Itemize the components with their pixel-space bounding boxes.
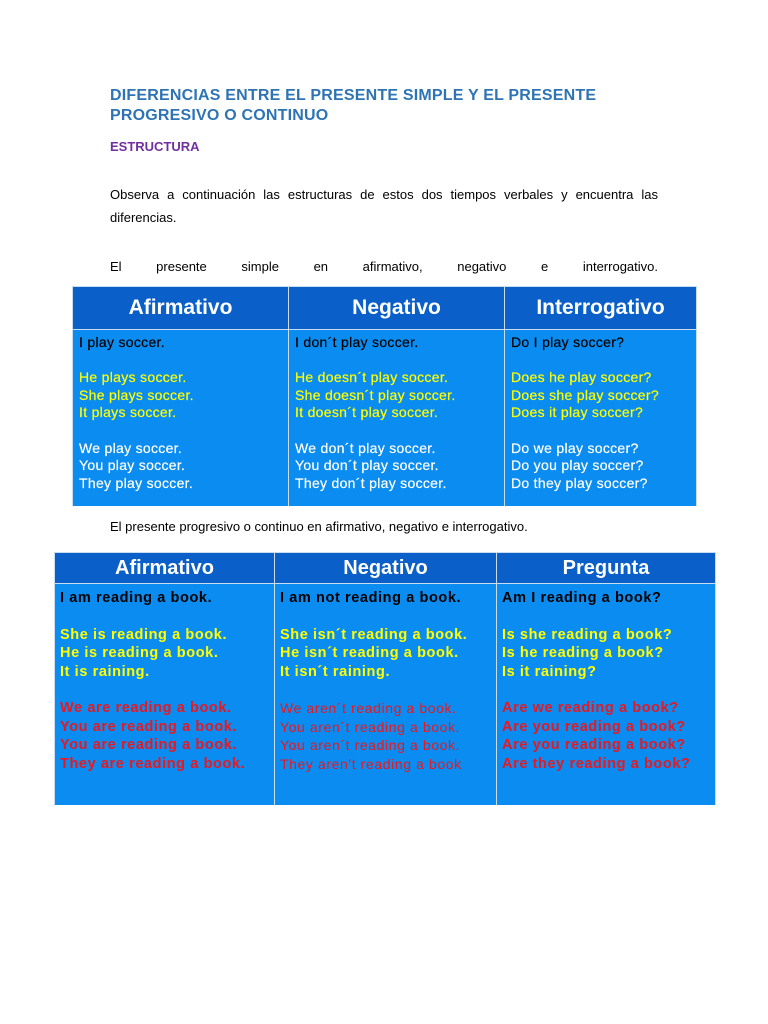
question-cell — [497, 584, 716, 806]
sentence: Does he play soccer? — [511, 369, 652, 386]
sentence: I play soccer. — [79, 334, 165, 350]
sentence: Is he reading a book? — [502, 645, 664, 662]
sentence: It plays soccer. — [79, 404, 177, 421]
page-title: DIFERENCIAS ENTRE EL PRESENTE SIMPLE Y EL PRESENTE PROGRESIVO O CONTINUO — [110, 87, 597, 124]
column-header-interrogative: Interrogativo — [505, 287, 697, 330]
column-header-negative: Negativo — [289, 287, 505, 330]
sentence: We play soccer. — [79, 439, 183, 456]
column-header-affirmative: Afirmativo — [55, 553, 275, 584]
sentence: You don´t play soccer. — [295, 457, 439, 474]
sentence: Are you reading a book? — [502, 718, 686, 735]
simple-table-caption: El presente simple en afirmativo, negativo e interrogativo. — [110, 259, 658, 274]
sentence: She is reading a book. — [60, 626, 228, 643]
sentence: Do you play soccer? — [511, 457, 644, 474]
sentence: Do I play soccer? — [511, 334, 625, 350]
sentence: It is raining. — [60, 663, 150, 680]
sentence: You aren´t reading a book. — [280, 718, 461, 735]
progressive-table-caption: El presente progresivo o continuo en afirmativo, negativo e interrogativo. — [110, 519, 528, 534]
sentence: You are reading a book. — [60, 737, 238, 754]
interrogative-cell — [505, 330, 697, 507]
sentence: Is it raining? — [502, 663, 597, 680]
sentence: It doesn´t play soccer. — [295, 404, 439, 421]
negative-cell — [275, 584, 497, 806]
sentence: We are reading a book. — [60, 700, 232, 717]
sentence: She isn´t reading a book. — [280, 626, 468, 643]
column-header-negative: Negativo — [275, 553, 497, 584]
sentence: They are reading a book. — [60, 755, 246, 772]
present-simple-table — [72, 286, 697, 506]
intro-paragraph: Observa a continuación las estructuras de estos dos tiempos verbales y encuentra las diferencias. — [110, 187, 658, 225]
sentence: You are reading a book. — [60, 718, 238, 735]
affirmative-cell — [55, 584, 275, 806]
sentence: I am reading a book. — [60, 590, 213, 606]
sentence: It isn´t raining. — [280, 663, 391, 680]
sentence: Are you reading a book? — [502, 737, 686, 754]
negative-cell — [289, 330, 505, 507]
sentence: They aren't reading a book — [280, 755, 462, 772]
present-progressive-table — [54, 552, 716, 805]
sentence: We aren´t reading a book. — [280, 700, 457, 717]
sentence: I am not reading a book. — [280, 590, 462, 606]
sentence: Does she play soccer? — [511, 386, 659, 403]
column-header-question: Pregunta — [497, 553, 716, 584]
sentence: He is reading a book. — [60, 645, 219, 662]
sentence: Do we play soccer? — [511, 439, 639, 456]
sentence: Is she reading a book? — [502, 626, 673, 643]
affirmative-cell — [73, 330, 289, 507]
sentence: You play soccer. — [79, 457, 186, 474]
sentence: Does it play soccer? — [511, 404, 644, 421]
sentence: He doesn´t play soccer. — [295, 369, 449, 386]
sentence: Are we reading a book? — [502, 700, 679, 717]
sentence: Do they play soccer? — [511, 474, 648, 491]
sentence: He plays soccer. — [79, 369, 187, 386]
sentence: Are they reading a book? — [502, 755, 691, 772]
sentence: She plays soccer. — [79, 386, 194, 403]
sentence: I don´t play soccer. — [295, 334, 419, 350]
sentence: They play soccer. — [79, 474, 194, 491]
sentence: You aren´t reading a book. — [280, 737, 461, 754]
sentence: He isn´t reading a book. — [280, 645, 459, 662]
sentence: We don´t play soccer. — [295, 439, 436, 456]
column-header-affirmative: Afirmativo — [73, 287, 289, 330]
sentence: Am I reading a book? — [502, 590, 662, 606]
section-subtitle: ESTRUCTURA — [110, 139, 200, 154]
sentence: They don´t play soccer. — [295, 474, 447, 491]
sentence: She doesn´t play soccer. — [295, 386, 456, 403]
